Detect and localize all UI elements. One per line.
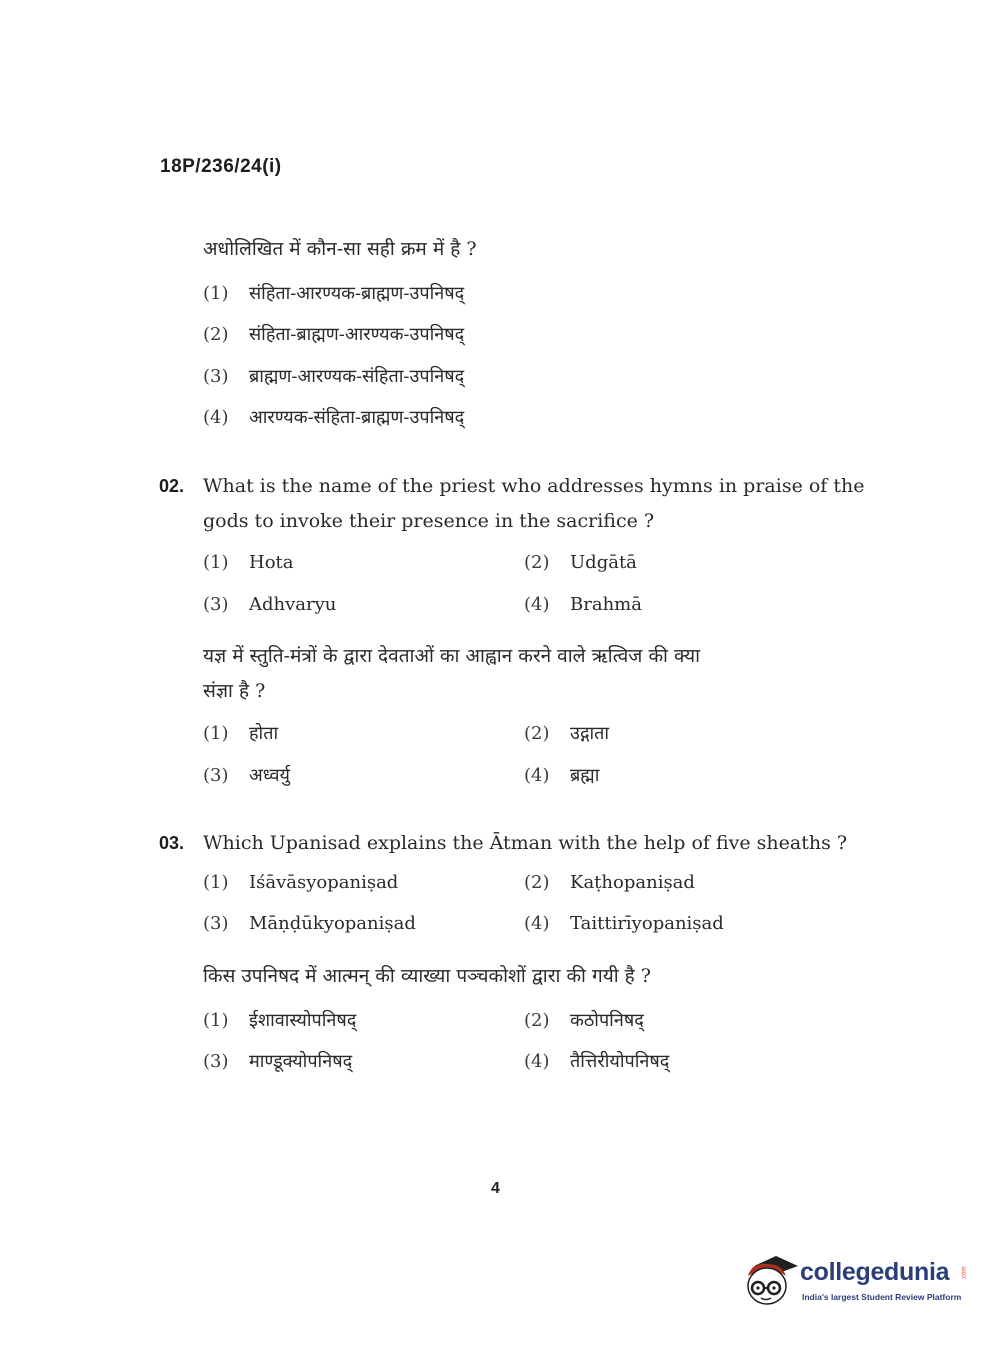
q02-hindi-option-1 bbox=[203, 725, 278, 743]
option-number: (2) bbox=[203, 324, 229, 345]
q03-question: Which Upanisad explains the Ātman with the help of five sheaths ? bbox=[203, 832, 848, 854]
option-text: Udgātā bbox=[570, 552, 637, 573]
q02-number: 02. bbox=[159, 476, 185, 496]
option-number: (4) bbox=[524, 594, 550, 615]
option-text: माण्डूक्योपनिषद् bbox=[249, 1051, 353, 1072]
logo-tagline: India's largest Student Review Platform bbox=[802, 1292, 962, 1302]
q02-hindi-option-2 bbox=[524, 725, 609, 743]
q02-hindi-question-line-1: यज्ञ में स्तुति-मंत्रों के द्वारा देवताओं का आह्वान करने वाले ऋत्विज की क्या bbox=[203, 645, 701, 667]
q01-hindi-option-3 bbox=[203, 368, 464, 386]
paper-code: 18P/236/24(i) bbox=[160, 156, 282, 177]
q03-option-3 bbox=[203, 915, 416, 933]
q02-question-line-1: What is the name of the priest who addresses hymns in praise of the bbox=[203, 475, 865, 497]
option-text: उद्गाता bbox=[570, 723, 610, 744]
q03-hindi-option-4 bbox=[524, 1053, 669, 1071]
option-number: (2) bbox=[524, 723, 550, 744]
q03-option-2 bbox=[524, 874, 695, 892]
option-text: ब्रह्मा bbox=[570, 765, 600, 786]
option-number: (1) bbox=[203, 283, 229, 304]
q01-hindi-option-1 bbox=[203, 285, 464, 303]
q03-option-4 bbox=[524, 915, 724, 933]
q03-hindi-option-1 bbox=[203, 1012, 356, 1030]
option-text: Māṇḍūkyopaniṣad bbox=[249, 913, 416, 934]
option-number: (1) bbox=[203, 872, 229, 893]
q03-option-1 bbox=[203, 874, 398, 892]
option-number: (3) bbox=[203, 1051, 229, 1072]
q02-option-4 bbox=[524, 596, 642, 614]
collegedunia-logo bbox=[742, 1252, 972, 1312]
q02-option-1 bbox=[203, 554, 294, 572]
option-text: संहिता-आरण्यक-ब्राह्मण-उपनिषद् bbox=[249, 283, 465, 304]
option-text: ब्राह्मण-आरण्यक-संहिता-उपनिषद् bbox=[249, 366, 465, 387]
option-text: कठोपनिषद् bbox=[570, 1010, 644, 1031]
q02-question-line-2: gods to invoke their presence in the sacrifice ? bbox=[203, 510, 655, 532]
option-text: Brahmā bbox=[570, 594, 642, 615]
q03-number: 03. bbox=[159, 833, 185, 853]
q03-hindi-option-3 bbox=[203, 1053, 352, 1071]
option-number: (2) bbox=[524, 872, 550, 893]
option-number: (1) bbox=[203, 723, 229, 744]
q02-hindi-option-4 bbox=[524, 767, 599, 785]
option-text: Iśāvāsyopaniṣad bbox=[249, 872, 399, 893]
option-text: Kaṭhopaniṣad bbox=[570, 872, 695, 893]
option-number: (2) bbox=[524, 552, 550, 573]
option-number: (4) bbox=[203, 407, 229, 428]
mascot-icon bbox=[742, 1252, 798, 1308]
option-number: (3) bbox=[203, 594, 229, 615]
q01-hindi-option-4 bbox=[203, 409, 464, 427]
q01-hindi-question: अधोलिखित में कौन-सा सही क्रम में है ? bbox=[203, 238, 477, 260]
option-number: (1) bbox=[203, 1010, 229, 1031]
q02-option-2 bbox=[524, 554, 637, 572]
option-number: (4) bbox=[524, 765, 550, 786]
option-number: (3) bbox=[203, 913, 229, 934]
option-number: (2) bbox=[524, 1010, 550, 1031]
option-number: (3) bbox=[203, 765, 229, 786]
option-text: होता bbox=[249, 723, 279, 744]
option-text: अध्वर्यु bbox=[249, 765, 290, 786]
q02-hindi-option-3 bbox=[203, 767, 290, 785]
option-text: तैत्तिरीयोपनिषद् bbox=[570, 1051, 670, 1072]
option-text: Hota bbox=[249, 552, 294, 573]
option-text: ईशावास्योपनिषद् bbox=[249, 1010, 357, 1031]
q02-hindi-question-line-2: संज्ञा है ? bbox=[203, 680, 266, 702]
q03-hindi-option-2 bbox=[524, 1012, 644, 1030]
option-text: संहिता-ब्राह्मण-आरण्यक-उपनिषद् bbox=[249, 324, 465, 345]
q02-option-3 bbox=[203, 596, 336, 614]
page-number: 4 bbox=[491, 1180, 500, 1197]
q03-hindi-question: किस उपनिषद में आत्मन् की व्याख्या पञ्चकोशों द्वारा की गयी है ? bbox=[203, 965, 651, 987]
option-text: Taittirīyopaniṣad bbox=[570, 913, 724, 934]
option-number: (4) bbox=[524, 913, 550, 934]
option-text: आरण्यक-संहिता-ब्राह्मण-उपनिषद् bbox=[249, 407, 465, 428]
logo-com: .com bbox=[961, 1266, 968, 1280]
logo-wordmark: collegedunia bbox=[800, 1258, 950, 1286]
option-number: (4) bbox=[524, 1051, 550, 1072]
option-number: (3) bbox=[203, 366, 229, 387]
option-number: (1) bbox=[203, 552, 229, 573]
option-text: Adhvaryu bbox=[249, 594, 337, 615]
q01-hindi-option-2 bbox=[203, 326, 464, 344]
